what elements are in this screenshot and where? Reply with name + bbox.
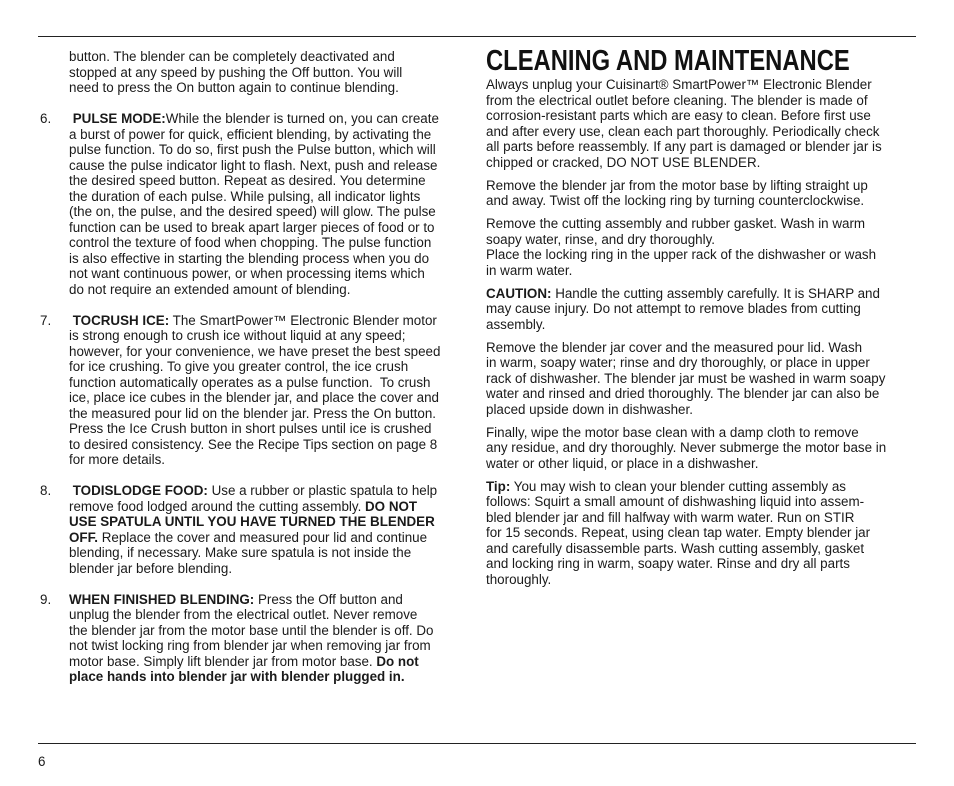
paragraph <box>486 425 926 472</box>
text-run: While the blender is turned on, you can create a burst of power for quick, efficient blending, by activating the pulse function. To do so, first push the Pulse button, which will cause the pulse indicator light to flash. Next, push and release the desired speed button. Repeat as desired. You determine the duration of each pulse. While pulsing, all indicator lights (the on, the pulse, and the desired speed) will glow. The pulse function can be used to break apart larger pieces of food or to control the texture of food when chopping. The pulse function is also effective in starting the blending process when you do not want continuous power, or when processing items which do not require an extended amount of blending. <box>69 111 439 297</box>
item-number: 9. <box>40 591 52 607</box>
numbered-item <box>40 111 470 297</box>
numbered-item <box>40 313 470 468</box>
bold-run: Do not place hands into blender jar with blender plugged in. <box>69 653 419 684</box>
numbered-item <box>40 592 470 685</box>
text-run: Use a rubber or plastic spatula to help remove food lodged around the cutting assembly. <box>69 483 438 514</box>
text-run: Always unplug your Cuisinart® SmartPower™ Electronic Blender from the electrical outlet before cleaning. The blender is made of corrosion-resistant parts which are easy to clean. Before first use and after every use, clean each part thoroughly. Periodically check all parts before reassembly. If any part is damaged or blender jar is chipped or cracked, DO NOT USE BLENDER. <box>486 77 882 170</box>
text-run: You may wish to clean your blender cutting assembly as follows: Squirt a small amount of dishwashing liquid into assem- bled blender jar and fill halfway with warm water. Run on STIR for 15 seconds. Repeat, using clean tap water. Empty blender jar and carefully disassemble parts. Wash cutting assembly, gasket and locking ring in warm, soapy water. Rinse and dry all parts thoroughly. <box>486 478 871 587</box>
bold-run: DO NOT USE SPATULA UNTIL YOU HAVE TURNED THE BLENDER OFF. <box>69 498 435 545</box>
bold-run: TODISLODGE FOOD: <box>69 483 208 498</box>
paragraph <box>486 479 926 588</box>
paragraph <box>486 340 926 418</box>
paragraph <box>486 77 926 170</box>
bold-run: Tip: <box>486 478 511 494</box>
right-column <box>486 77 926 595</box>
section-title: CLEANING AND MAINTENANCE <box>486 45 850 77</box>
paragraph <box>486 247 926 278</box>
paragraph <box>486 216 926 247</box>
text-run: Place the locking ring in the upper rack of the dishwasher or wash in warm water. <box>486 247 877 278</box>
text-run: Remove the blender jar from the motor base by lifting straight up and away. Twist off the locking ring by turning counterclockwise. <box>486 177 868 208</box>
item-number: 8. <box>40 483 52 498</box>
text-run: button. The blender can be completely deactivated and stopped at any speed by pushing the Off button. You will need to press the On button again to continue blending. <box>69 49 403 95</box>
bold-run: PULSE MODE: <box>69 111 166 126</box>
bottom-rule <box>38 743 916 744</box>
text-run: Remove the cutting assembly and rubber gasket. Wash in warm soapy water, rinse, and dry thoroughly. <box>486 216 866 247</box>
text-run: The SmartPower™ Electronic Blender motor is strong enough to crush ice without liquid at any speed; however, for your convenience, we have preset the best speed for ice crushing. To give you greater control, the ice crush function automatically operates as a pulse function. To crush ice, place ice cubes in the blender jar, and place the cover and the measured pour lid on the blender jar. Press the On button. Press the Ice Crush button in short pulses until ice is crushed to desired consistency. See the Recipe Tips section on page 8 for more details. <box>69 312 441 467</box>
paragraph <box>486 286 926 333</box>
item-number: 6. <box>40 111 52 126</box>
bold-run: WHEN FINISHED BLENDING: <box>69 591 255 607</box>
text-run: Finally, wipe the motor base clean with a damp cloth to remove any residue, and dry thoroughly. Never submerge the motor base in water or other liquid, or place in a dishwasher. <box>486 424 887 471</box>
numbered-item <box>40 483 470 576</box>
bold-run: CAUTION: <box>486 285 552 301</box>
text-run: Handle the cutting assembly carefully. It is SHARP and may cause injury. Do not attempt to remove blades from cutting assembly. <box>486 285 880 332</box>
left-column <box>40 49 470 700</box>
paragraph <box>486 178 926 209</box>
page-number: 6 <box>38 754 46 769</box>
item-number: 7. <box>40 312 52 328</box>
intro-paragraph <box>40 49 470 96</box>
text-run: Press the Off button and unplug the blender from the electrical outlet. Never remove the blender jar from the motor base until the blender is off. Do not twist locking ring from blender jar when removing jar from motor base. Simply lift blender jar from motor base. <box>69 591 434 669</box>
text-run: Replace the cover and measured pour lid and continue blending, if necessary. Make sure spatula is not inside the blender jar before blending. <box>69 529 428 576</box>
text-run: Remove the blender jar cover and the measured pour lid. Wash in warm, soapy water; rinse and dry thoroughly, or place in upper rack of dishwasher. The blender jar must be washed in warm soapy water and rinsed and dried thoroughly. The blender jar can also be placed upside down in dishwasher. <box>486 339 886 417</box>
bold-run: TOCRUSH ICE: <box>69 312 170 328</box>
top-rule <box>38 36 916 37</box>
